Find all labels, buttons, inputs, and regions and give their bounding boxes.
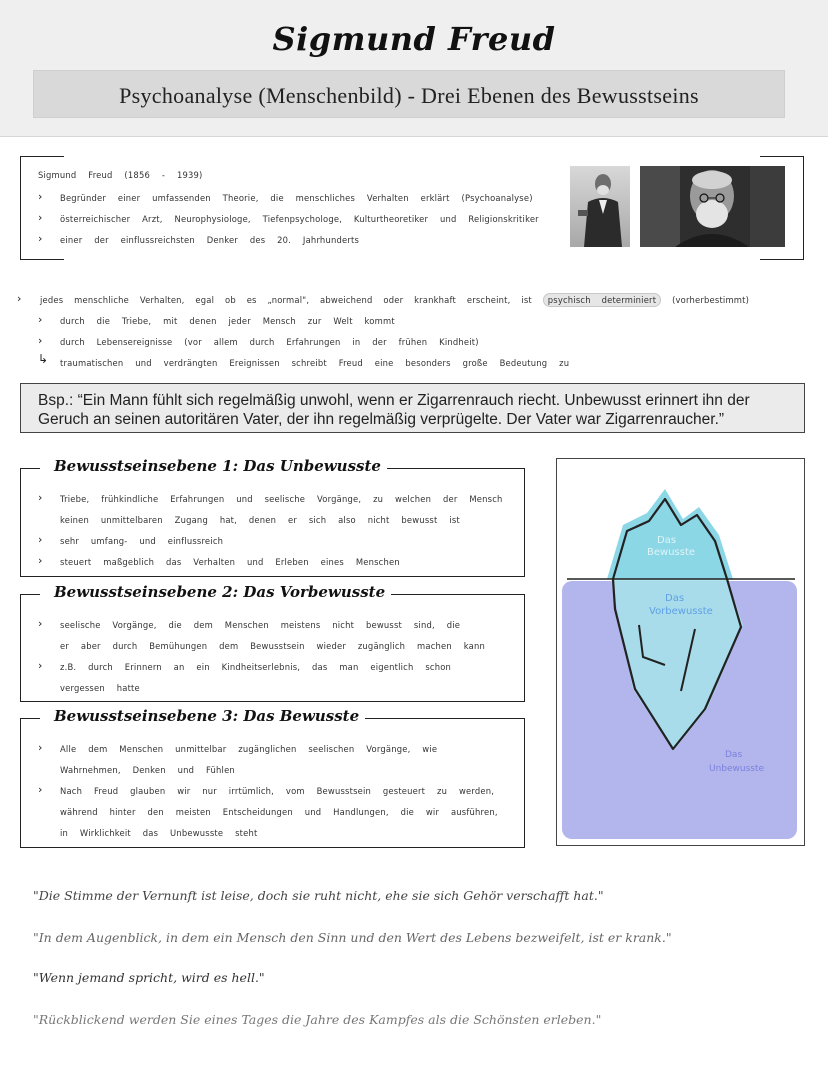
iceberg-svg: [557, 459, 803, 844]
level-3-line: Wahrnehmen, Denken und Fühlen: [60, 765, 235, 775]
chevron-right-icon: ›: [38, 491, 43, 504]
example-box: [20, 383, 805, 433]
iceberg-diagram: [556, 458, 805, 846]
quote-2: "In dem Augenblick, in dem ein Mensch den Sinn und den Wert des Lebens bezweifelt, ist er krank.": [33, 930, 672, 945]
level-2-top-line-left: [20, 594, 40, 595]
chevron-right-icon: ›: [38, 211, 43, 224]
level-1-line: Triebe, frühkindliche Erfahrungen und seelische Vorgänge, zu welchen der Mensch: [60, 494, 503, 504]
bio-heading: Sigmund Freud (1856 - 1939): [38, 170, 203, 180]
header-banner: [0, 0, 828, 137]
quote-1: "Die Stimme der Vernunft ist leise, doch sie ruht nicht, ehe sie sich Gehör verschafft hat.": [33, 888, 604, 903]
level-2-line: er aber durch Bemühungen dem Bewusstsein wieder zugänglich machen kann: [60, 641, 486, 651]
main-lead: [40, 295, 749, 305]
level-3-line: in Wirklichkeit das Unbewusste steht: [60, 828, 258, 838]
bio-bracket-bottom-left: [20, 248, 64, 260]
chevron-right-icon: ›: [38, 617, 43, 630]
chevron-right-icon: ›: [17, 292, 22, 305]
main-lead-end: (vorherbestimmt): [672, 295, 750, 305]
page-subtitle: Psychoanalyse (Menschenbild) - Drei Ebenen des Bewusstseins: [119, 83, 699, 108]
freud-photo-portrait: [640, 166, 785, 247]
bio-bracket-top-left: [20, 156, 64, 166]
level-3-top-line-left: [20, 718, 40, 719]
bio-bracket-left: [20, 156, 21, 260]
arrow-return-icon: ↳: [38, 352, 49, 366]
level-1-line: keinen unmittelbaren Zugang hat, denen er sich also nicht bewusst ist: [60, 515, 460, 525]
bio-bracket-top-right: [760, 156, 804, 166]
level-3-line: Nach Freud glauben wir nur irrtümlich, vom Bewusstsein gesteuert zu werden,: [60, 786, 495, 796]
bio-item: Begründer einer umfassenden Theorie, die menschliches Verhalten erklärt (Psychoanalyse): [60, 193, 533, 203]
label-unconscious-2: Unbewusste: [709, 764, 765, 774]
chevron-right-icon: ›: [38, 334, 43, 347]
level-2-line: seelische Vorgänge, die dem Menschen meistens nicht bewusst sind, die: [60, 620, 461, 630]
level-1-title: Bewusstseinsebene 1: Das Unbewusste: [48, 457, 387, 475]
level-1-top-line-left: [20, 468, 40, 469]
chevron-right-icon: ›: [38, 554, 43, 567]
chevron-right-icon: ›: [38, 741, 43, 754]
chevron-right-icon: ›: [38, 232, 43, 245]
label-preconscious-2: Vorbewusste: [649, 606, 713, 617]
bio-item: einer der einflussreichsten Denker des 20. Jahrhunderts: [60, 235, 360, 245]
chevron-right-icon: ›: [38, 533, 43, 546]
main-sub-item: durch Lebensereignisse (vor allem durch Erfahrungen in der frühen Kindheit): [60, 337, 479, 347]
level-3-line: Alle dem Menschen unmittelbar zugänglichen seelischen Vorgänge, wie: [60, 744, 438, 754]
chevron-right-icon: ›: [38, 659, 43, 672]
main-arrow-note: traumatischen und verdrängten Ereignissen schreibt Freud eine besonders große Bedeutung zu: [60, 358, 570, 368]
level-3-line: während hinter den meisten Entscheidungen und Handlungen, die wir ausführen,: [60, 807, 498, 817]
level-3-top-line-right: [340, 718, 525, 719]
example-text: Bsp.: “Ein Mann fühlt sich regelmäßig unwohl, wenn er Zigarrenrauch riecht. Unbewusst erinnert ihn der Geruch an seinen autoritären Vater, der ihn regelmäßig verprügelte. Der Vater war Zigarrenraucher.”: [38, 392, 750, 428]
bio-bracket-bottom-right: [760, 248, 804, 260]
chevron-right-icon: ›: [38, 783, 43, 796]
freud-photo-standing: [570, 166, 630, 247]
level-1-line: steuert maßgeblich das Verhalten und Erleben eines Menschen: [60, 557, 400, 567]
bio-bracket-right: [803, 156, 804, 260]
level-2-title: Bewusstseinsebene 2: Das Vorbewusste: [48, 583, 391, 601]
quote-4: "Rückblickend werden Sie eines Tages die Jahre des Kampfes als die Schönsten erleben.": [33, 1012, 602, 1027]
page-title: Sigmund Freud: [272, 20, 556, 58]
level-3-title: Bewusstseinsebene 3: Das Bewusste: [48, 707, 365, 725]
bio-item: österreichischer Arzt, Neurophysiologe, Tiefenpsychologe, Kulturtheoretiker und Religionskritiker: [60, 214, 539, 224]
main-sub-item: durch die Triebe, mit denen jeder Mensch zur Welt kommt: [60, 316, 395, 326]
label-preconscious-1: Das: [665, 593, 685, 604]
level-2-line: vergessen hatte: [60, 683, 140, 693]
label-unconscious-1: Das: [725, 750, 743, 760]
quote-3: "Wenn jemand spricht, wird es hell.": [33, 970, 265, 985]
label-conscious-1: Das: [657, 535, 677, 546]
highlight-determined: psychisch determiniert: [543, 293, 661, 307]
main-lead-start: jedes menschliche Verhalten, egal ob es „normal", abweichend oder krankhaft erscheint, ist: [40, 295, 532, 305]
chevron-right-icon: ›: [38, 313, 43, 326]
subtitle-box: [33, 70, 785, 118]
chevron-right-icon: ›: [38, 190, 43, 203]
level-1-line: sehr umfang- und einflussreich: [60, 536, 224, 546]
label-conscious-2: Bewusste: [647, 547, 696, 558]
level-2-line: z.B. durch Erinnern an ein Kindheitserlebnis, das man eigentlich schon: [60, 662, 452, 672]
